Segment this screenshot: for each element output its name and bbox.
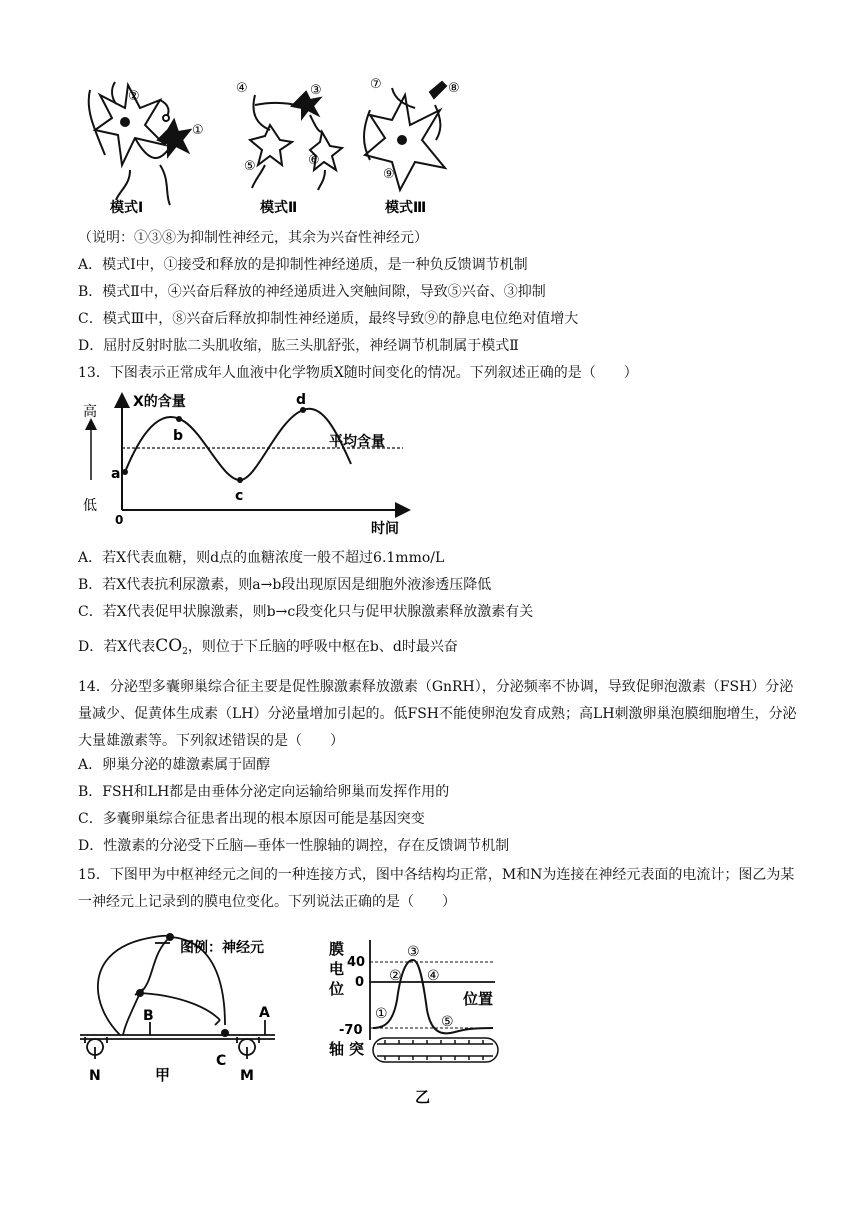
q12-option-a: A．模式Ⅰ中，①接受和释放的是抑制性神经递质，是一种负反馈调节机制 bbox=[78, 257, 528, 273]
q13-x-content-curve bbox=[75, 388, 420, 538]
q15-yi-y-label-3: 位 bbox=[329, 980, 345, 998]
q13-point-c bbox=[237, 477, 243, 483]
q13-option-d-subscript: 2 bbox=[182, 647, 188, 657]
mode2-marker-3: ③ bbox=[310, 83, 322, 98]
q13-point-b bbox=[176, 416, 182, 422]
mode2-diagram bbox=[250, 92, 342, 190]
mode3-label: 模式Ⅲ bbox=[385, 200, 427, 216]
mode3-marker-8: ⑧ bbox=[448, 81, 460, 96]
q15-figure-jia bbox=[75, 925, 305, 1085]
q15-jia-label-c: C bbox=[216, 1053, 227, 1069]
q15-yi-marker-1: ① bbox=[375, 1006, 388, 1022]
mode3-marker-9: ⑨ bbox=[383, 167, 395, 182]
q15-yi-axon bbox=[373, 1038, 498, 1062]
q15-jia-caption: 甲 bbox=[155, 1066, 171, 1084]
q12-option-b: B．模式Ⅱ中，④兴奋后释放的神经递质进入突触间隙，导致⑤兴奋、③抑制 bbox=[78, 284, 546, 300]
q13-option-d-formula: CO bbox=[155, 636, 183, 656]
q13-origin-label: 0 bbox=[115, 513, 124, 527]
q15-jia-label-b: B bbox=[143, 1008, 154, 1024]
q13-label-c: c bbox=[235, 488, 244, 504]
q13-y-low-label: 低 bbox=[83, 498, 97, 514]
q15-jia-neuron-body-3 bbox=[221, 1029, 229, 1037]
q13-label-a: a bbox=[111, 466, 121, 482]
q15-jia-neuron-body-2 bbox=[136, 989, 144, 997]
q13-option-d bbox=[78, 636, 458, 662]
q15-yi-caption: 乙 bbox=[415, 1088, 431, 1106]
q12-option-c: C．模式Ⅲ中，⑧兴奋后释放抑制性神经递质，最终导致⑨的静息电位绝对值增大 bbox=[78, 311, 579, 327]
q13-average-label: 平均含量 bbox=[329, 434, 385, 450]
q12-neuron-modes-figure bbox=[70, 70, 490, 225]
q13-stem: 13．下图表示正常成年人血液中化学物质X随时间变化的情况。下列叙述正确的是（ ） bbox=[78, 365, 638, 381]
mode1-label: 模式Ⅰ bbox=[110, 200, 144, 216]
mode2-marker-6: ⑥ bbox=[308, 153, 320, 168]
q13-option-d-prefix: D．若X代表 bbox=[78, 639, 156, 655]
q13-y-high-label: 高 bbox=[83, 404, 97, 420]
q15-yi-marker-2: ② bbox=[389, 968, 402, 984]
q13-option-a: A．若X代表血糖，则d点的血糖浓度一般不超过6.1mmo/L bbox=[78, 550, 445, 566]
mode2-marker-4: ④ bbox=[236, 81, 248, 96]
q15-jia-legend: 图例：神经元 bbox=[180, 940, 264, 956]
q12-figure-note: （说明：①③⑧为抑制性神经元，其余为兴奋性神经元） bbox=[78, 230, 428, 246]
q14-option-c: C．多囊卵巢综合征患者出现的根本原因可能是基因突变 bbox=[78, 811, 425, 827]
q13-x-title: 时间 bbox=[371, 521, 399, 537]
mode1-marker-1: ① bbox=[192, 123, 204, 138]
q14-option-d: D．性激素的分泌受下丘脑—垂体一性腺轴的调控，存在反馈调节机制 bbox=[78, 838, 510, 854]
q15-yi-axon-label-2: 突 bbox=[349, 1040, 365, 1058]
q13-label-d: d bbox=[296, 392, 307, 408]
q15-jia-label-m: M bbox=[240, 1068, 254, 1084]
mode2-label: 模式Ⅱ bbox=[260, 200, 298, 216]
q15-figure-yi bbox=[325, 930, 515, 1110]
q14-option-a: A．卵巢分泌的雄激素属于固醇 bbox=[78, 757, 271, 773]
q13-point-a bbox=[122, 469, 128, 475]
q15-jia-label-a: A bbox=[259, 1005, 270, 1021]
q15-yi-axon-label-1: 轴 bbox=[329, 1040, 345, 1058]
mode1-marker-2: ② bbox=[128, 89, 140, 104]
mode2-marker-5: ⑤ bbox=[244, 159, 256, 174]
q13-y-title: X的含量 bbox=[133, 394, 186, 410]
q13-label-b: b bbox=[173, 428, 184, 444]
q15-yi-x-label: 位置 bbox=[463, 990, 494, 1008]
q15-yi-y-label-2: 电 bbox=[329, 960, 345, 978]
q13-option-c: C．若X代表促甲状腺激素，则b→c段变化只与促甲状腺激素释放激素有关 bbox=[78, 604, 534, 620]
q15-stem: 15．下图甲为中枢神经元之间的一种连接方式，图中各结构均正常，M和N为连接在神经元表面的电流计；图乙为某一神经元上记录到的膜电位变化。下列说法正确的是（ ） bbox=[78, 867, 795, 910]
q14-option-b: B．FSH和LH都是由垂体分泌定向运输给卵巢而发挥作用的 bbox=[78, 784, 450, 800]
q15-yi-marker-4: ④ bbox=[427, 968, 440, 984]
q13-curve bbox=[125, 409, 351, 480]
q15-jia-label-n: N bbox=[89, 1068, 101, 1084]
q15-yi-tick-40: 40 bbox=[347, 955, 366, 970]
q15-yi-tick-0: 0 bbox=[355, 975, 365, 990]
q12-option-d: D．屈肘反射时肱二头肌收缩，肱三头肌舒张，神经调节机制属于模式Ⅱ bbox=[78, 338, 519, 354]
q15-jia-neuron-body-1 bbox=[166, 933, 174, 941]
q15-yi-y-label-1: 膜 bbox=[329, 940, 345, 958]
q13-option-b: B．若X代表抗利尿激素，则a→b段出现原因是细胞外液渗透压降低 bbox=[78, 577, 492, 593]
q13-option-d-suffix: ，则位于下丘脑的呼吸中枢在b、d时最兴奋 bbox=[187, 639, 458, 655]
mode3-marker-7: ⑦ bbox=[370, 77, 382, 92]
q15-yi-marker-5: ⑤ bbox=[441, 1014, 454, 1030]
q14-stem: 14．分泌型多囊卵巢综合征主要是促性腺激素释放激素（GnRH），分泌频率不协调，导致促卵泡激素（FSH）分泌量减少、促黄体生成素（LH）分泌量增加引起的。低FSH不能使卵泡发育成熟；高LH刺激卵巢泡膜细胞增生，分泌大量雄激素等。下列叙述错误的是（ ） bbox=[78, 679, 797, 749]
q15-yi-tick-m70: -70 bbox=[339, 1023, 363, 1038]
mode3-diagram bbox=[364, 82, 446, 190]
q15-yi-marker-3: ③ bbox=[407, 944, 420, 960]
